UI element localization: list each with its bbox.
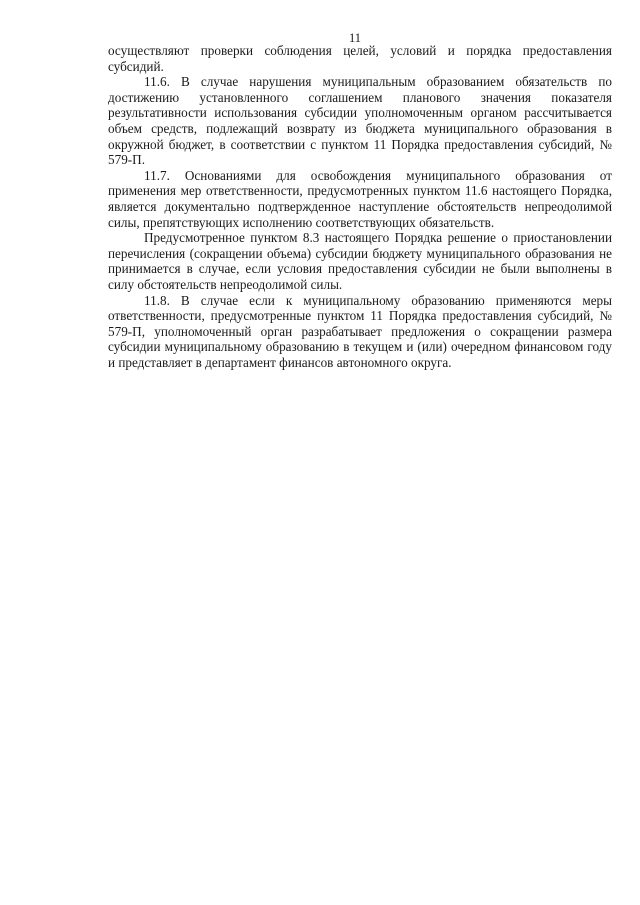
paragraph-11-8: 11.8. В случае если к муниципальному образованию применяются меры ответственности, предусмотренные пунктом 11 Порядка предоставления субсидий, № 579-П, уполномоченный орган разрабатывает предложения о сокращении размера субсидии муниципальному образованию в текущем и (или) очередном финансовом году и представляет в департамент финансов автономного округа. (108, 292, 612, 370)
page-number: 11 (348, 31, 362, 45)
paragraph-11-7: 11.7. Основаниями для освобождения муниципального образования от применения мер ответственности, предусмотренных пунктом 11.6 настоящего Порядка, является документально подтвержденное наступление обстоятельств непреодолимой силы, препятствующих исполнению соответствующих обязательств. (108, 167, 612, 230)
paragraph-8-3-note: Предусмотренное пунктом 8.3 настоящего Порядка решение о приостановлении перечисления (сокращении объема) субсидии бюджету муниципального образования не принимается в случае, если условия предоставления субсидии не были выполнены в силу обстоятельств непреодолимой силы. (108, 230, 612, 292)
paragraph-continuation: осуществляют проверки соблюдения целей, условий и порядка предоставления субсидий. (108, 43, 612, 74)
paragraph-11-6: 11.6. В случае нарушения муниципальным образованием обязательств по достижению установленного соглашением планового значения показателя результативности использования субсидии уполномоченным органом рассчитывается объем средств, подлежащий возврату из бюджета муниципального образования в окружной бюджет, в соответствии с пунктом 11 Порядка предоставления субсидий, № 579-П. (108, 74, 612, 168)
document-body (108, 43, 612, 370)
